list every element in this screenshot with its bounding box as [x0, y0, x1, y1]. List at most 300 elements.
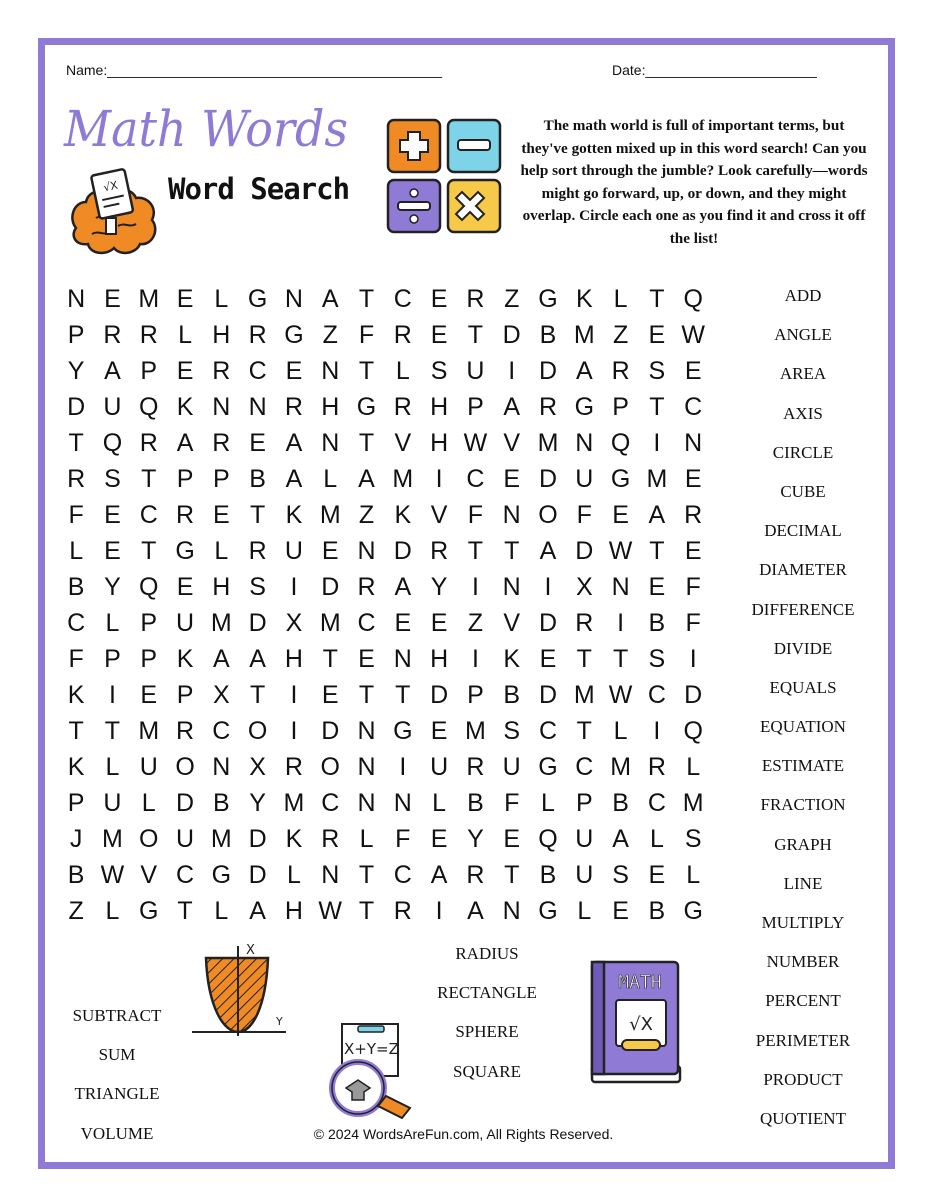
grid-letter[interactable]: D: [502, 320, 521, 349]
grid-letter[interactable]: L: [323, 464, 338, 493]
grid-letter[interactable]: P: [67, 320, 85, 349]
grid-letter[interactable]: M: [210, 824, 232, 853]
grid-letter[interactable]: A: [358, 464, 375, 493]
grid-letter[interactable]: D: [538, 464, 558, 493]
grid-letter[interactable]: I: [689, 644, 697, 673]
grid-letter[interactable]: W: [318, 896, 343, 925]
grid-letter[interactable]: A: [503, 392, 521, 421]
grid-letter[interactable]: Y: [67, 356, 85, 385]
grid-letter[interactable]: O: [139, 824, 159, 853]
grid-letter[interactable]: T: [141, 464, 157, 493]
grid-letter[interactable]: T: [177, 896, 193, 925]
grid-letter[interactable]: Q: [683, 716, 703, 745]
grid-letter[interactable]: M: [537, 428, 559, 457]
grid-letter[interactable]: L: [359, 824, 374, 853]
grid-letter[interactable]: T: [249, 680, 266, 709]
grid-letter[interactable]: N: [321, 860, 340, 889]
grid-letter[interactable]: H: [321, 392, 340, 421]
grid-letter[interactable]: C: [248, 356, 267, 385]
grid-letter[interactable]: R: [466, 284, 485, 313]
grid-letter[interactable]: E: [612, 500, 629, 529]
grid-letter[interactable]: U: [103, 788, 122, 817]
grid-letter[interactable]: D: [248, 824, 267, 853]
grid-letter[interactable]: P: [140, 644, 158, 673]
grid-letter[interactable]: N: [212, 752, 231, 781]
grid-letter[interactable]: G: [538, 752, 558, 781]
grid-letter[interactable]: O: [538, 500, 558, 529]
grid-letter[interactable]: M: [465, 716, 486, 745]
grid-letter[interactable]: C: [212, 716, 231, 745]
grid-letter[interactable]: A: [467, 896, 484, 925]
grid-letter[interactable]: A: [249, 896, 266, 925]
grid-letter[interactable]: N: [67, 284, 86, 313]
grid-letter[interactable]: K: [67, 680, 85, 709]
grid-letter[interactable]: T: [249, 500, 266, 529]
grid-letter[interactable]: M: [283, 788, 305, 817]
grid-letter[interactable]: L: [105, 608, 120, 637]
grid-letter[interactable]: P: [212, 464, 230, 493]
grid-letter[interactable]: D: [538, 608, 558, 637]
grid-letter[interactable]: Q: [102, 428, 123, 457]
grid-letter[interactable]: P: [467, 392, 484, 421]
grid-letter[interactable]: R: [466, 860, 485, 889]
grid-letter[interactable]: N: [357, 716, 376, 745]
grid-letter[interactable]: G: [175, 536, 195, 565]
grid-letter[interactable]: G: [610, 464, 631, 493]
grid-letter[interactable]: L: [105, 752, 120, 781]
grid-letter[interactable]: A: [176, 428, 194, 457]
grid-letter[interactable]: D: [248, 860, 267, 889]
grid-letter[interactable]: A: [212, 644, 230, 673]
grid-letter[interactable]: B: [67, 572, 85, 601]
grid-letter[interactable]: T: [358, 896, 375, 925]
grid-letter[interactable]: B: [539, 860, 557, 889]
grid-letter[interactable]: C: [321, 788, 340, 817]
grid-letter[interactable]: U: [466, 356, 485, 385]
grid-letter[interactable]: Z: [358, 500, 375, 529]
grid-letter[interactable]: E: [104, 500, 121, 529]
grid-letter[interactable]: B: [212, 788, 230, 817]
grid-letter[interactable]: C: [176, 860, 195, 889]
grid-letter[interactable]: E: [212, 500, 230, 529]
grid-letter[interactable]: E: [684, 356, 702, 385]
grid-letter[interactable]: X: [575, 572, 593, 601]
grid-letter[interactable]: M: [319, 608, 341, 637]
grid-letter[interactable]: F: [395, 824, 411, 853]
grid-letter[interactable]: R: [430, 536, 449, 565]
grid-letter[interactable]: B: [648, 608, 666, 637]
grid-letter[interactable]: B: [539, 320, 557, 349]
grid-letter[interactable]: Z: [504, 284, 520, 313]
grid-letter[interactable]: B: [612, 788, 629, 817]
grid-letter[interactable]: R: [248, 320, 267, 349]
grid-letter[interactable]: N: [248, 392, 267, 421]
grid-letter[interactable]: E: [684, 464, 702, 493]
grid-letter[interactable]: U: [575, 860, 594, 889]
grid-letter[interactable]: N: [393, 788, 412, 817]
grid-letter[interactable]: A: [249, 644, 266, 673]
grid-letter[interactable]: J: [69, 824, 83, 853]
grid-letter[interactable]: M: [682, 788, 704, 817]
grid-letter[interactable]: E: [321, 536, 339, 565]
grid-letter[interactable]: E: [503, 464, 521, 493]
grid-letter[interactable]: S: [648, 644, 666, 673]
grid-letter[interactable]: B: [467, 788, 484, 817]
grid-letter[interactable]: Y: [467, 824, 484, 853]
grid-letter[interactable]: R: [176, 500, 195, 529]
grid-letter[interactable]: U: [139, 752, 158, 781]
grid-letter[interactable]: F: [68, 500, 84, 529]
grid-letter[interactable]: R: [212, 428, 231, 457]
grid-letter[interactable]: L: [395, 356, 410, 385]
grid-letter[interactable]: H: [430, 392, 449, 421]
grid-letter[interactable]: S: [648, 356, 666, 385]
grid-letter[interactable]: W: [463, 428, 488, 457]
grid-letter[interactable]: U: [284, 536, 303, 565]
grid-letter[interactable]: S: [104, 464, 121, 493]
grid-letter[interactable]: E: [394, 608, 412, 637]
grid-letter[interactable]: C: [575, 752, 594, 781]
grid-letter[interactable]: G: [683, 896, 703, 925]
grid-letter[interactable]: N: [321, 428, 340, 457]
grid-letter[interactable]: M: [573, 680, 595, 709]
grid-letter[interactable]: T: [141, 536, 157, 565]
grid-letter[interactable]: A: [285, 464, 303, 493]
grid-letter[interactable]: U: [575, 824, 594, 853]
grid-letter[interactable]: H: [430, 644, 449, 673]
grid-letter[interactable]: L: [432, 788, 447, 817]
grid-letter[interactable]: E: [430, 824, 448, 853]
grid-letter[interactable]: Q: [139, 572, 159, 601]
grid-letter[interactable]: E: [140, 680, 158, 709]
grid-letter[interactable]: W: [681, 320, 705, 349]
grid-letter[interactable]: U: [575, 464, 594, 493]
grid-letter[interactable]: M: [610, 752, 632, 781]
grid-letter[interactable]: E: [503, 824, 521, 853]
grid-letter[interactable]: T: [322, 644, 338, 673]
grid-letter[interactable]: U: [176, 608, 195, 637]
grid-letter[interactable]: M: [138, 716, 160, 745]
grid-letter[interactable]: Q: [538, 824, 558, 853]
grid-letter[interactable]: E: [321, 680, 339, 709]
grid-letter[interactable]: G: [211, 860, 232, 889]
grid-letter[interactable]: T: [358, 284, 375, 313]
grid-letter[interactable]: R: [284, 392, 303, 421]
grid-letter[interactable]: D: [248, 608, 267, 637]
grid-letter[interactable]: D: [430, 680, 449, 709]
grid-letter[interactable]: C: [393, 860, 412, 889]
grid-letter[interactable]: P: [140, 356, 158, 385]
grid-letter[interactable]: E: [104, 284, 121, 313]
grid-letter[interactable]: S: [430, 356, 448, 385]
grid-letter[interactable]: H: [212, 572, 231, 601]
grid-letter[interactable]: B: [249, 464, 266, 493]
grid-letter[interactable]: E: [176, 572, 194, 601]
grid-letter[interactable]: I: [435, 896, 443, 925]
grid-letter[interactable]: L: [286, 860, 301, 889]
grid-letter[interactable]: U: [176, 824, 195, 853]
grid-letter[interactable]: M: [138, 284, 160, 313]
grid-letter[interactable]: Z: [322, 320, 338, 349]
grid-letter[interactable]: N: [357, 788, 376, 817]
grid-letter[interactable]: E: [430, 716, 448, 745]
grid-letter[interactable]: U: [430, 752, 449, 781]
grid-letter[interactable]: R: [466, 752, 485, 781]
grid-letter[interactable]: E: [430, 608, 448, 637]
grid-letter[interactable]: A: [321, 284, 339, 313]
grid-letter[interactable]: D: [321, 572, 340, 601]
grid-letter[interactable]: C: [647, 680, 666, 709]
grid-letter[interactable]: L: [214, 284, 229, 313]
grid-letter[interactable]: S: [684, 824, 702, 853]
grid-letter[interactable]: R: [393, 320, 412, 349]
grid-letter[interactable]: A: [539, 536, 557, 565]
grid-letter[interactable]: P: [467, 680, 484, 709]
grid-letter[interactable]: I: [653, 428, 661, 457]
grid-letter[interactable]: E: [539, 644, 557, 673]
grid-letter[interactable]: I: [471, 572, 479, 601]
grid-letter[interactable]: W: [100, 860, 125, 889]
grid-letter[interactable]: O: [320, 752, 340, 781]
grid-letter[interactable]: K: [176, 644, 194, 673]
grid-letter[interactable]: N: [357, 752, 376, 781]
grid-letter[interactable]: Y: [430, 572, 448, 601]
grid-letter[interactable]: A: [394, 572, 412, 601]
grid-letter[interactable]: C: [393, 284, 412, 313]
grid-letter[interactable]: R: [538, 392, 558, 421]
grid-letter[interactable]: L: [686, 752, 701, 781]
grid-letter[interactable]: E: [648, 320, 666, 349]
grid-letter[interactable]: N: [684, 428, 703, 457]
grid-letter[interactable]: R: [139, 428, 158, 457]
grid-letter[interactable]: G: [284, 320, 304, 349]
grid-letter[interactable]: L: [69, 536, 84, 565]
grid-letter[interactable]: H: [284, 896, 303, 925]
grid-letter[interactable]: Q: [683, 284, 703, 313]
grid-letter[interactable]: P: [104, 644, 121, 673]
grid-letter[interactable]: L: [141, 788, 156, 817]
grid-letter[interactable]: I: [290, 680, 298, 709]
grid-letter[interactable]: T: [358, 860, 375, 889]
grid-letter[interactable]: F: [358, 320, 375, 349]
grid-letter[interactable]: F: [467, 500, 484, 529]
grid-letter[interactable]: K: [575, 284, 593, 313]
grid-letter[interactable]: A: [575, 356, 593, 385]
grid-letter[interactable]: Y: [249, 788, 266, 817]
grid-letter[interactable]: A: [612, 824, 629, 853]
grid-letter[interactable]: E: [612, 896, 629, 925]
grid-letter[interactable]: T: [395, 680, 411, 709]
grid-letter[interactable]: I: [290, 716, 298, 745]
grid-letter[interactable]: E: [176, 356, 194, 385]
grid-letter[interactable]: T: [576, 716, 592, 745]
grid-letter[interactable]: L: [214, 536, 229, 565]
grid-letter[interactable]: P: [176, 680, 194, 709]
grid-letter[interactable]: C: [538, 716, 558, 745]
grid-letter[interactable]: C: [67, 608, 86, 637]
grid-letter[interactable]: X: [212, 680, 230, 709]
grid-letter[interactable]: T: [576, 644, 592, 673]
grid-letter[interactable]: Z: [612, 320, 629, 349]
grid-letter[interactable]: N: [575, 428, 594, 457]
grid-letter[interactable]: K: [67, 752, 85, 781]
grid-letter[interactable]: S: [612, 860, 629, 889]
grid-letter[interactable]: C: [139, 500, 158, 529]
grid-letter[interactable]: N: [393, 644, 412, 673]
grid-letter[interactable]: M: [646, 464, 668, 493]
grid-letter[interactable]: I: [435, 464, 443, 493]
grid-letter[interactable]: R: [575, 608, 594, 637]
grid-letter[interactable]: Z: [467, 608, 484, 637]
grid-letter[interactable]: R: [393, 896, 412, 925]
grid-letter[interactable]: I: [653, 716, 661, 745]
grid-letter[interactable]: B: [67, 860, 85, 889]
grid-letter[interactable]: P: [612, 392, 629, 421]
grid-letter[interactable]: P: [67, 788, 85, 817]
grid-letter[interactable]: V: [430, 500, 448, 529]
grid-letter[interactable]: N: [502, 896, 521, 925]
grid-letter[interactable]: I: [617, 608, 625, 637]
grid-letter[interactable]: T: [358, 680, 375, 709]
grid-letter[interactable]: U: [103, 392, 122, 421]
grid-letter[interactable]: T: [104, 716, 121, 745]
grid-letter[interactable]: I: [108, 680, 116, 709]
grid-letter[interactable]: G: [139, 896, 159, 925]
grid-letter[interactable]: E: [684, 536, 702, 565]
grid-letter[interactable]: N: [321, 356, 340, 385]
grid-letter[interactable]: L: [105, 896, 120, 925]
grid-letter[interactable]: T: [467, 536, 484, 565]
grid-letter[interactable]: M: [392, 464, 414, 493]
grid-letter[interactable]: P: [176, 464, 194, 493]
grid-letter[interactable]: F: [68, 644, 84, 673]
grid-letter[interactable]: C: [466, 464, 485, 493]
grid-letter[interactable]: Q: [610, 428, 631, 457]
grid-letter[interactable]: G: [393, 716, 413, 745]
grid-letter[interactable]: M: [102, 824, 123, 853]
grid-letter[interactable]: B: [648, 896, 666, 925]
grid-letter[interactable]: G: [538, 896, 558, 925]
grid-letter[interactable]: V: [394, 428, 412, 457]
grid-letter[interactable]: L: [613, 716, 628, 745]
grid-letter[interactable]: S: [503, 716, 521, 745]
grid-letter[interactable]: T: [649, 536, 665, 565]
grid-letter[interactable]: D: [538, 680, 558, 709]
grid-letter[interactable]: G: [247, 284, 268, 313]
grid-letter[interactable]: N: [212, 392, 231, 421]
grid-letter[interactable]: H: [284, 644, 303, 673]
grid-letter[interactable]: X: [285, 608, 303, 637]
grid-letter[interactable]: M: [573, 320, 595, 349]
grid-letter[interactable]: F: [576, 500, 592, 529]
grid-letter[interactable]: S: [249, 572, 266, 601]
grid-letter[interactable]: E: [249, 428, 266, 457]
grid-letter[interactable]: T: [358, 428, 375, 457]
grid-letter[interactable]: I: [544, 572, 552, 601]
grid-letter[interactable]: Q: [139, 392, 159, 421]
grid-letter[interactable]: M: [319, 500, 341, 529]
grid-letter[interactable]: L: [577, 896, 592, 925]
grid-letter[interactable]: F: [504, 788, 520, 817]
grid-letter[interactable]: W: [608, 536, 633, 565]
grid-letter[interactable]: L: [178, 320, 192, 349]
grid-letter[interactable]: D: [176, 788, 195, 817]
grid-letter[interactable]: F: [685, 572, 701, 601]
grid-letter[interactable]: W: [608, 680, 633, 709]
grid-letter[interactable]: M: [210, 608, 232, 637]
grid-letter[interactable]: R: [67, 464, 86, 493]
grid-letter[interactable]: G: [356, 392, 377, 421]
grid-letter[interactable]: R: [647, 752, 666, 781]
grid-letter[interactable]: L: [649, 824, 664, 853]
grid-letter[interactable]: D: [67, 392, 86, 421]
grid-letter[interactable]: L: [686, 860, 701, 889]
grid-letter[interactable]: Z: [68, 896, 84, 925]
grid-letter[interactable]: N: [502, 500, 521, 529]
grid-letter[interactable]: R: [103, 320, 122, 349]
grid-letter[interactable]: V: [140, 860, 158, 889]
grid-letter[interactable]: O: [175, 752, 195, 781]
grid-letter[interactable]: N: [284, 284, 303, 313]
grid-letter[interactable]: E: [648, 572, 666, 601]
grid-letter[interactable]: G: [574, 392, 595, 421]
grid-letter[interactable]: E: [648, 860, 666, 889]
grid-letter[interactable]: D: [393, 536, 412, 565]
grid-letter[interactable]: F: [685, 608, 701, 637]
grid-letter[interactable]: V: [503, 608, 521, 637]
grid-letter[interactable]: V: [503, 428, 521, 457]
grid-letter[interactable]: C: [647, 788, 666, 817]
grid-letter[interactable]: X: [249, 752, 266, 781]
grid-letter[interactable]: T: [358, 356, 375, 385]
grid-letter[interactable]: L: [214, 896, 229, 925]
grid-letter[interactable]: N: [357, 536, 376, 565]
grid-letter[interactable]: R: [321, 824, 340, 853]
grid-letter[interactable]: L: [541, 788, 555, 817]
grid-letter[interactable]: T: [649, 392, 665, 421]
grid-letter[interactable]: E: [285, 356, 303, 385]
grid-letter[interactable]: R: [284, 752, 303, 781]
grid-letter[interactable]: A: [104, 356, 121, 385]
grid-letter[interactable]: T: [612, 644, 629, 673]
grid-letter[interactable]: R: [611, 356, 630, 385]
grid-letter[interactable]: K: [176, 392, 194, 421]
grid-letter[interactable]: P: [575, 788, 593, 817]
grid-letter[interactable]: K: [394, 500, 412, 529]
grid-letter[interactable]: T: [649, 284, 665, 313]
grid-letter[interactable]: K: [285, 824, 303, 853]
grid-letter[interactable]: I: [399, 752, 407, 781]
grid-letter[interactable]: I: [290, 572, 298, 601]
grid-letter[interactable]: R: [357, 572, 376, 601]
grid-letter[interactable]: R: [176, 716, 195, 745]
grid-letter[interactable]: E: [358, 644, 375, 673]
grid-letter[interactable]: G: [538, 284, 558, 313]
grid-letter[interactable]: T: [467, 320, 484, 349]
grid-letter[interactable]: R: [139, 320, 158, 349]
grid-letter[interactable]: P: [140, 608, 158, 637]
grid-letter[interactable]: D: [575, 536, 594, 565]
grid-letter[interactable]: E: [176, 284, 194, 313]
grid-letter[interactable]: T: [504, 860, 520, 889]
grid-letter[interactable]: C: [357, 608, 376, 637]
grid-letter[interactable]: A: [648, 500, 666, 529]
grid-letter[interactable]: E: [430, 284, 448, 313]
grid-letter[interactable]: D: [684, 680, 703, 709]
grid-letter[interactable]: K: [503, 644, 521, 673]
grid-letter[interactable]: D: [321, 716, 340, 745]
grid-letter[interactable]: R: [684, 500, 703, 529]
